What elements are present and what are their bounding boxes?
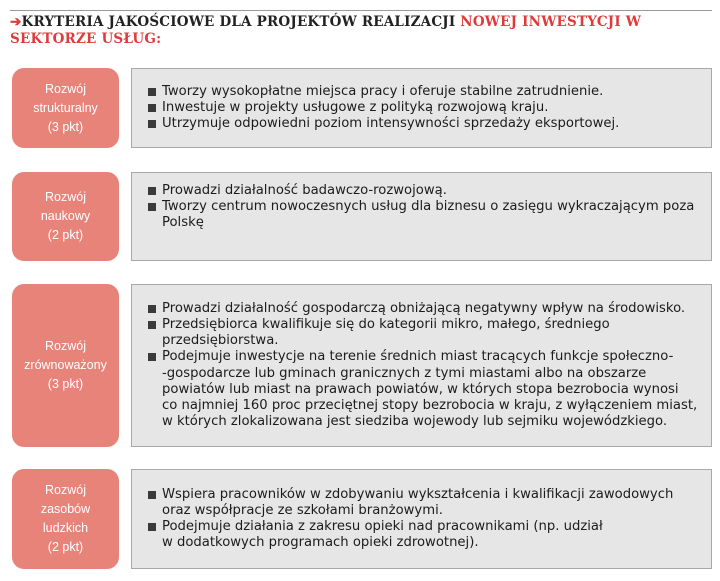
list-item: Przedsiębiorca kwalifikuje się do kategorii mikro, małego, średniego przedsiębiorstwa. bbox=[148, 317, 703, 349]
list-item: Prowadzi działalność gospodarczą obniżającą negatywny wpływ na środowisko. bbox=[148, 301, 703, 317]
arrow-right-icon: ➔ bbox=[10, 14, 22, 30]
square-bullet-icon bbox=[148, 187, 156, 195]
square-bullet-icon bbox=[148, 491, 156, 499]
criteria-panel bbox=[131, 68, 712, 148]
criteria-panel bbox=[131, 284, 712, 447]
square-bullet-icon bbox=[148, 88, 156, 96]
criteria-row-sustainable bbox=[12, 284, 712, 447]
row-label bbox=[12, 68, 119, 148]
criteria-panel bbox=[131, 172, 712, 261]
page-title bbox=[10, 14, 712, 48]
row-label bbox=[12, 469, 119, 569]
list-item: Utrzymuje odpowiedni poziom intensywności sprzedaży eksportowej. bbox=[148, 116, 703, 132]
list-item: Tworzy wysokopłatne miejsca pracy i oferuje stabilne zatrudnienie. bbox=[148, 84, 703, 100]
row-label bbox=[12, 284, 119, 447]
criteria-row-human-resources bbox=[12, 469, 712, 569]
list-item: Inwestuje w projekty usługowe z polityką rozwojową kraju. bbox=[148, 100, 703, 116]
row-label bbox=[12, 172, 119, 261]
label-points: (2 pkt) bbox=[47, 540, 84, 554]
label-line: Rozwój bbox=[44, 81, 86, 96]
label-line: zrównoważony bbox=[24, 358, 107, 372]
square-bullet-icon bbox=[148, 305, 156, 313]
list-item: Wspiera pracowników w zdobywaniu wykształcenia i kwalifikacji zawodowych oraz współpracje ze szkołami branżowymi. bbox=[148, 487, 703, 519]
square-bullet-icon bbox=[148, 321, 156, 329]
label-line: strukturalny bbox=[33, 100, 98, 115]
criteria-row-structural bbox=[12, 68, 712, 148]
label-line: Rozwój bbox=[45, 190, 86, 204]
title-highlight: NOWEJ INWESTYCJI W SEKTORZE USŁUG: bbox=[10, 14, 642, 47]
label-line: Rozwój bbox=[45, 483, 86, 497]
label-points: (3 pkt) bbox=[47, 119, 84, 134]
square-bullet-icon bbox=[148, 353, 156, 361]
label-line: Rozwój bbox=[45, 339, 86, 353]
list-item: Podejmuje działania z zakresu opieki nad pracownikami (np. udział w dodatkowych programach opieki zdrowotnej). bbox=[148, 519, 703, 551]
label-points: (2 pkt) bbox=[47, 228, 84, 242]
square-bullet-icon bbox=[148, 203, 156, 211]
criteria-row-scientific bbox=[12, 172, 712, 261]
criteria-panel bbox=[131, 469, 712, 569]
top-rule bbox=[10, 10, 712, 11]
label-line: ludzkich bbox=[42, 521, 89, 535]
label-points: (3 pkt) bbox=[47, 377, 84, 391]
square-bullet-icon bbox=[148, 104, 156, 112]
title-prefix: KRYTERIA JAKOŚCIOWE DLA PROJEKTÓW REALIZACJI bbox=[21, 14, 461, 30]
label-line: zasobów bbox=[40, 502, 91, 516]
list-item: Prowadzi działalność badawczo-rozwojową. bbox=[148, 183, 703, 199]
list-item: Podejmuje inwestycje na terenie średnich miast tracących funkcje społeczno- -gospodarcze lub gminach granicznych z tymi miastami albo na obszarze powiatów lub miast na prawach powiatów, w których stopa bezrobocia wynosi co najmniej 160 proc przeciętnej stopy bezrobocia w kraju, z wyłączeniem miast, w których zlokalizowana jest siedziba wojewody lub sejmiku wojewódzkiego. bbox=[148, 349, 703, 430]
label-line: naukowy bbox=[40, 209, 91, 223]
square-bullet-icon bbox=[148, 523, 156, 531]
list-item: Tworzy centrum nowoczesnych usług dla biznesu o zasięgu wykraczającym poza Polskę bbox=[148, 199, 703, 231]
square-bullet-icon bbox=[148, 120, 156, 128]
